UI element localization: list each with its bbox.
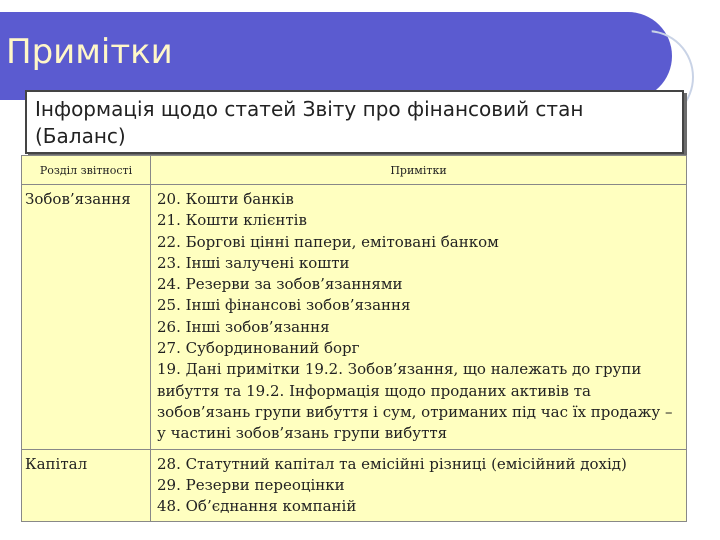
section-cell: Капітал (22, 449, 151, 522)
slide-subtitle: Інформація щодо статей Звіту про фінансовий стан (Баланс) (35, 97, 584, 148)
note-item: 20. Кошти банків (157, 190, 294, 208)
note-item: 27. Субординований борг (157, 339, 360, 358)
subtitle-box (25, 90, 684, 154)
table-header-row (22, 156, 687, 185)
note-item: 26. Інші зобов’язання (157, 317, 330, 336)
notes-cell (151, 185, 687, 450)
notes-table-wrap (21, 155, 687, 522)
note-item: 24. Резерви за зобов’язаннями (157, 275, 403, 294)
table-row (22, 449, 687, 522)
header-section: Розділ звітності (22, 156, 151, 185)
note-item: 21. Кошти клієнтів (157, 211, 307, 230)
note-item: 48. Об’єднання компаній (157, 497, 357, 516)
section-cell: Зобов’язання (22, 185, 151, 450)
table-row (22, 185, 687, 450)
note-item: 28. Статутний капітал та емісійні різниці (емісійний дохід) (157, 454, 627, 473)
slide-title: Примітки (6, 32, 173, 72)
notes-table (21, 155, 687, 522)
note-item: 22. Боргові цінні папери, емітовані банком (157, 232, 499, 251)
header-notes: Примітки (151, 156, 687, 185)
note-item: 25. Інші фінансові зобов’язання (157, 296, 411, 315)
note-item: 23. Інші залучені кошти (157, 253, 350, 272)
note-item: 19. Дані примітки 19.2. Зобов’язання, що належать до групи вибуття та 19.2. Інформація щодо проданих активів та зобов’язань групи вибуття і сум, отриманих під час їх продажу – у частині зобов’язань групи вибуття (157, 360, 673, 443)
note-item: 29. Резерви переоцінки (157, 475, 345, 494)
notes-cell (151, 449, 687, 522)
